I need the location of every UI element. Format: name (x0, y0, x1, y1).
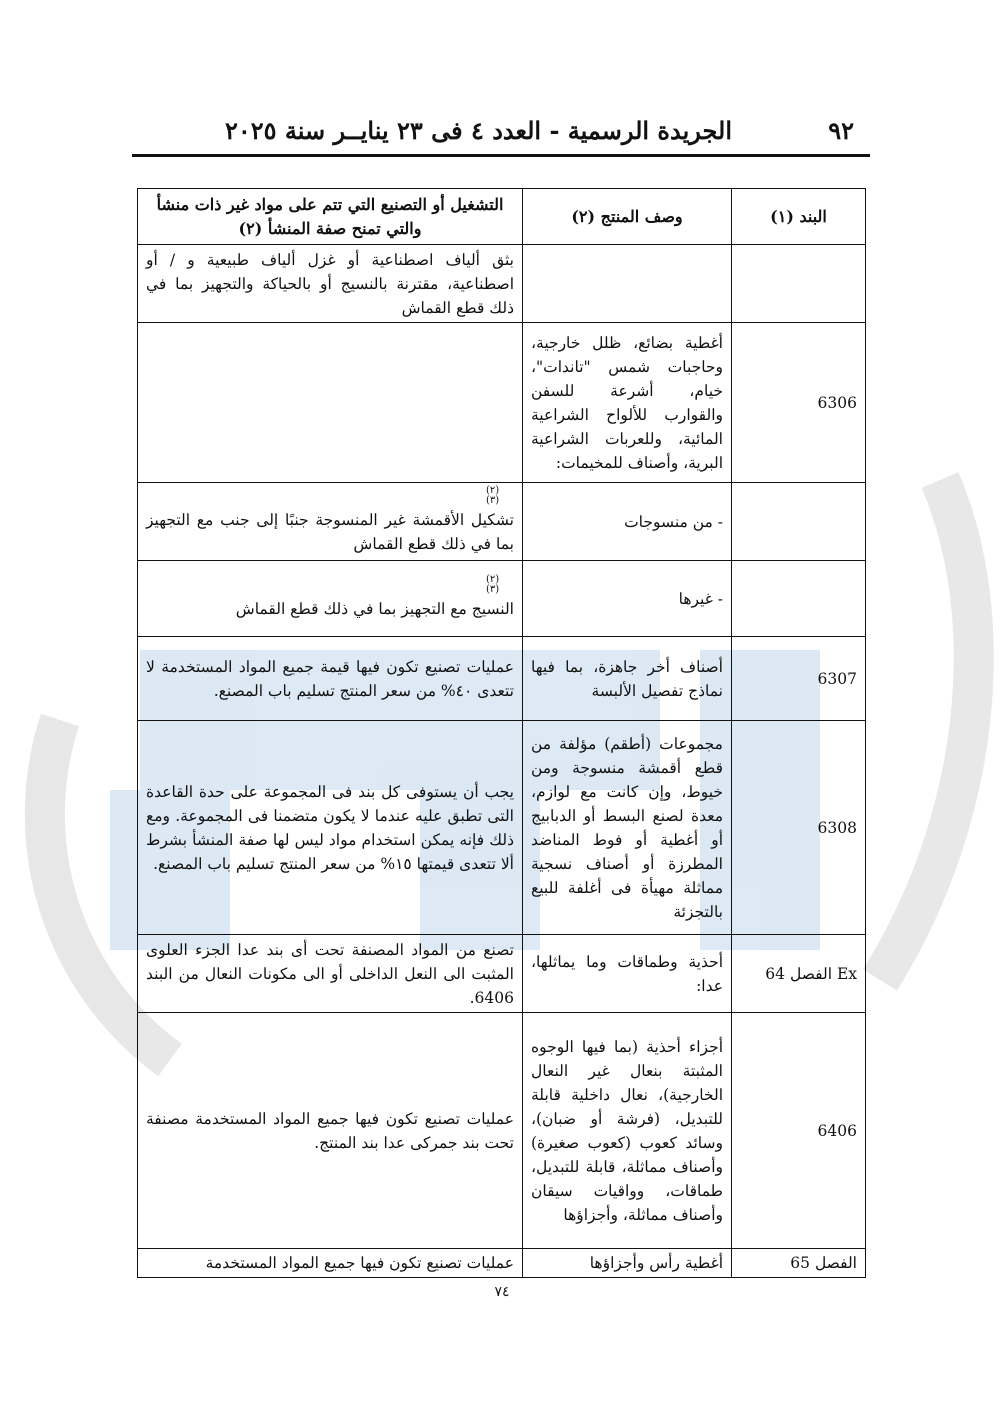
column-header-heading: البند (١) (732, 189, 866, 245)
heading-cell (732, 561, 866, 637)
table-row (138, 637, 866, 721)
page-number: ٩٢ (828, 116, 854, 145)
column-header-description: وصف المنتج (٢) (523, 189, 732, 245)
table-row (138, 483, 866, 561)
heading-cell: 6406 (732, 1013, 866, 1249)
description-cell: مجموعات (أطقم) مؤلفة من قطع أقمشة منسوجة ومن خيوط، وإن كانت مع لوازم، معدة لصنع البسط أو الدبابيج أو أغطية أو فوط المناضد المطرزة أو أصناف نسجية مماثلة مهيأة فى أغلفة للبيع بالتجزئة (523, 721, 732, 935)
heading-cell: 6308 (732, 721, 866, 935)
rule-cell (138, 637, 523, 721)
rule-cell (138, 483, 523, 561)
table-header-row (138, 189, 866, 245)
rule-cell (138, 1013, 523, 1249)
description-cell: - غيرها (523, 561, 732, 637)
description-cell: أصناف أخر جاهزة، بما فيها نماذج تفصيل الألبسة (523, 637, 732, 721)
heading-cell: 6307 (732, 637, 866, 721)
rule-text: عمليات تصنيع تكون فيها جميع المواد المستخدمة مصنفة تحت بند جمركى عدا بند المنتج. (146, 1109, 514, 1152)
rule-text: يجب أن يستوفى كل بند فى المجموعة على حدة القاعدة التى تطبق عليه عندما لا يكون متضمنا فى المجموعة. ومع ذلك فإنه يمكن استخدام مواد ليس لها صفة المنشأ بشرط ألا تتعدى قيمتها ١٥% من سعر المنتج تسليم باب المصنع. (146, 782, 514, 873)
column-header-working-rule: التشغيل أو التصنيع التي تتم على مواد غير ذات منشأ والتي تمنح صفة المنشأ (٢) (138, 189, 523, 245)
description-cell: أحذية وطماقات وما يماثلها، عدا: (523, 935, 732, 1013)
table-row (138, 1249, 866, 1278)
rule-cell (138, 561, 523, 637)
rule-text: عمليات تصنيع تكون فيها قيمة جميع المواد المستخدمة لا تتعدى ٤٠% من سعر المنتج تسليم باب المصنع. (146, 657, 514, 700)
heading-cell (732, 245, 866, 323)
rule-text: بثق ألياف اصطناعية أو غزل ألياف طبيعية و / أو اصطناعية، مقترنة بالنسيج أو بالحياكة والتجهيز بما في ذلك قطع القماش (146, 250, 514, 317)
description-cell: أغطية رأس وأجزاؤها (523, 1249, 732, 1278)
footnote-refs: (٢) (٣) (486, 573, 500, 595)
rule-text: تصنع من المواد المصنفة تحت أى بند عدا الجزء العلوى المثبت الى النعل الداخلى أو الى مكونات النعال من البند 6406. (146, 940, 514, 1007)
footnote-refs: (٢) (٣) (486, 484, 500, 506)
rule-text: النسيج مع التجهيز بما في ذلك قطع القماش (235, 599, 514, 618)
heading-cell: الفصل 65 (732, 1249, 866, 1278)
rule-cell (138, 935, 523, 1013)
table-row (138, 323, 866, 483)
table-row (138, 721, 866, 935)
heading-cell: Ex الفصل 64 (732, 935, 866, 1013)
page-header (132, 112, 870, 154)
heading-cell (732, 483, 866, 561)
rule-text: عمليات تصنيع تكون فيها جميع المواد المستخدمة (205, 1254, 514, 1272)
description-cell (523, 245, 732, 323)
table-row (138, 245, 866, 323)
description-cell: أجزاء أحذية (بما فيها الوجوه المثبتة بنعال غير النعال الخارجية)، نعال داخلية قابلة للتبديل، (فرشة أو ضبان)، وسائد كعوب (كعوب صغيرة) وأصناف مماثلة، قابلة للتبديل، طماقات، وواقيات سيقان وأصناف مماثلة، وأجزاؤها (523, 1013, 732, 1249)
rule-cell (138, 245, 523, 323)
heading-cell: 6306 (732, 323, 866, 483)
table-row (138, 561, 866, 637)
rule-text: تشكيل الأقمشة غير المنسوجة جنبًا إلى جنب مع التجهيز بما في ذلك قطع القماش (146, 510, 514, 553)
table-row (138, 935, 866, 1013)
rule-cell (138, 1249, 523, 1278)
footer-page-number: ٧٤ (494, 1284, 510, 1300)
rule-cell (138, 721, 523, 935)
description-cell: أغطية بضائع، ظلل خارجية، وحاجبات شمس "تاندات"، خيام، أشرعة للسفن والقوارب للألواح الشراعية المائية، وللعربات الشراعية البرية، وأصناف للمخيمات: (523, 323, 732, 483)
description-cell: - من منسوجات (523, 483, 732, 561)
gazette-title: الجريدة الرسمية - العدد ٤ فى ٢٣ ينايــر سنة ٢٠٢٥ (224, 116, 732, 145)
table-row (138, 1013, 866, 1249)
origin-rules-table (137, 188, 866, 1278)
rule-cell (138, 323, 523, 483)
header-divider (132, 154, 870, 157)
